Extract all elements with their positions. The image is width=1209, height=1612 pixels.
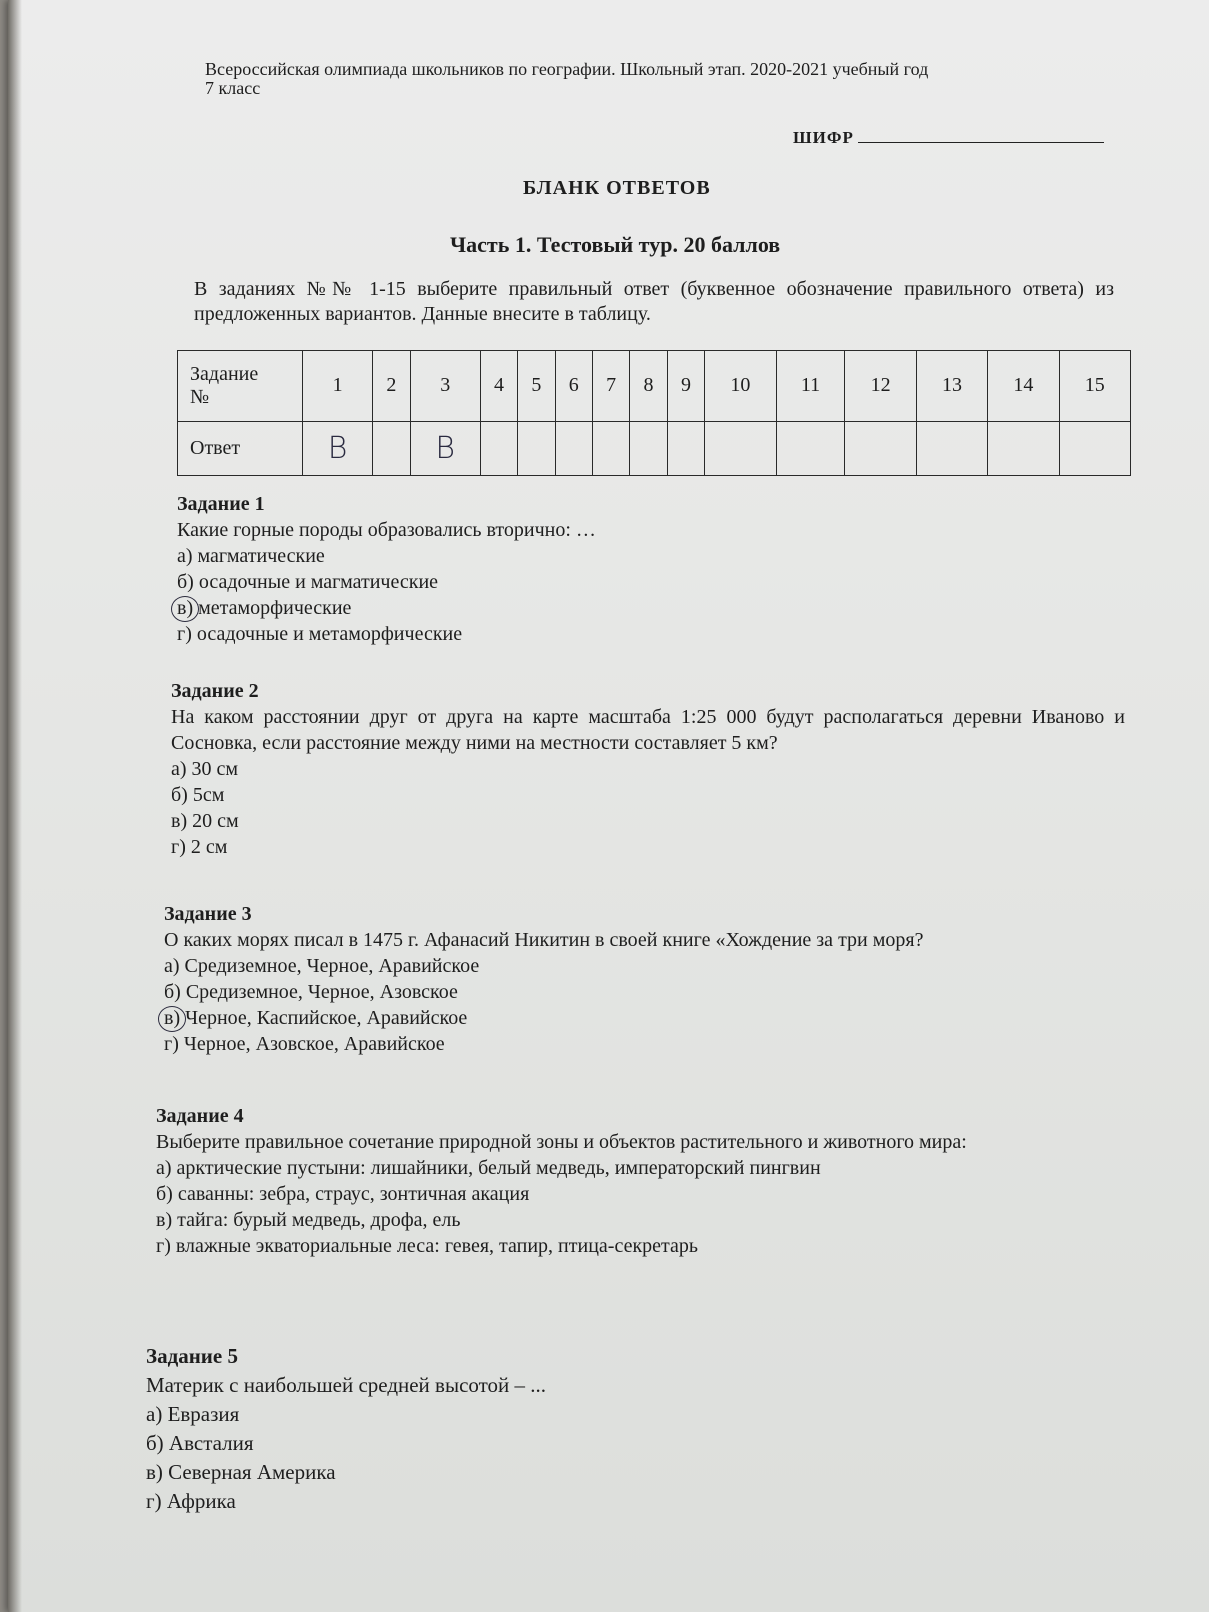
answer-cell[interactable] <box>630 421 667 475</box>
answer-cell[interactable] <box>480 421 517 475</box>
form-title: БЛАНК ОТВЕТОВ <box>523 177 711 199</box>
task-number-cell: 6 <box>555 351 592 422</box>
answer-cell[interactable] <box>705 421 776 475</box>
task-number-cell: 13 <box>916 351 987 422</box>
task-heading: Задание 1 <box>177 493 265 515</box>
answer-cell[interactable] <box>373 421 410 475</box>
answer-option: г) Черное, Азовское, Аравийское <box>164 1033 445 1055</box>
task-1 <box>177 491 596 647</box>
task-5 <box>146 1342 546 1516</box>
answer-cell[interactable] <box>988 421 1059 475</box>
answer-option: а) арктические пустыни: лишайники, белый медведь, императорский пингвин <box>156 1157 821 1179</box>
answer-option: б) 5см <box>171 784 225 806</box>
instructions: В заданиях №№ 1-15 выберите правильный ответ (буквенное обозначение правильного ответа) из предложенных вариантов. Данные внесите в таблицу. <box>194 278 1114 325</box>
answer-table <box>177 350 1131 476</box>
task-heading: Задание 5 <box>146 1344 238 1368</box>
answer-option: а) Евразия <box>146 1402 240 1426</box>
cipher-field <box>793 128 1104 148</box>
task-number-cell: 1 <box>303 351 373 422</box>
answer-option: б) Средиземное, Черное, Азовское <box>164 981 458 1003</box>
answer-header: Ответ <box>178 421 303 475</box>
answer-option: а) магматические <box>177 545 325 567</box>
task-number-cell: 15 <box>1059 351 1130 422</box>
task-heading: Задание 3 <box>164 903 252 925</box>
answer-cell[interactable] <box>592 421 629 475</box>
header-line-2: 7 класс <box>205 78 261 98</box>
task-number-row <box>178 351 1131 422</box>
task-4 <box>156 1103 1146 1259</box>
task-question: О каких морях писал в 1475 г. Афанасий Никитин в своей книге «Хождение за три моря? <box>164 929 924 951</box>
task-question: Выберите правильное сочетание природной зоны и объектов растительного и животного мира: <box>156 1131 967 1153</box>
header-line-1: Всероссийская олимпиада школьников по географии. Школьный этап. 2020-2021 учебный год <box>205 59 929 79</box>
answer-cell[interactable] <box>667 421 704 475</box>
document-header <box>205 60 928 98</box>
answer-cell[interactable] <box>776 421 845 475</box>
answer-row <box>178 421 1131 475</box>
task-3 <box>164 901 923 1057</box>
task-number-cell: 5 <box>518 351 555 422</box>
task-heading: Задание 2 <box>171 680 259 702</box>
answer-sheet-page <box>8 0 1209 1612</box>
answer-cell[interactable] <box>555 421 592 475</box>
task-number-header: Задание № <box>178 351 303 422</box>
answer-option-selected: в) Черное, Каспийское, Аравийское <box>164 1005 923 1031</box>
task-heading: Задание 4 <box>156 1105 244 1127</box>
answer-option: в) тайга: бурый медведь, дрофа, ель <box>156 1209 461 1231</box>
answer-option: б) осадочные и магматические <box>177 571 439 593</box>
cipher-blank-line <box>858 128 1104 143</box>
task-number-cell: 11 <box>776 351 845 422</box>
answer-option: а) 30 см <box>171 758 239 780</box>
task-number-cell: 8 <box>630 351 667 422</box>
answer-option: в) Северная Америка <box>146 1460 336 1484</box>
answer-option: а) Средиземное, Черное, Аравийское <box>164 955 480 977</box>
answer-cell[interactable]: В <box>410 421 480 475</box>
answer-option: г) Африка <box>146 1489 236 1513</box>
answer-option: г) влажные экваториальные леса: гевея, тапир, птица-секретарь <box>156 1235 699 1257</box>
task-number-cell: 9 <box>667 351 704 422</box>
task-number-cell: 14 <box>988 351 1059 422</box>
task-number-cell: 3 <box>410 351 480 422</box>
task-number-cell: 10 <box>705 351 776 422</box>
answer-option: б) саванны: зебра, страус, зонтичная акация <box>156 1183 530 1205</box>
answer-cell[interactable] <box>1059 421 1130 475</box>
answer-option: в) 20 см <box>171 810 239 832</box>
task-2 <box>171 678 1125 860</box>
answer-cell[interactable] <box>518 421 555 475</box>
answer-option: б) Австалия <box>146 1431 254 1455</box>
answer-cell[interactable]: В <box>303 421 373 475</box>
task-number-cell: 7 <box>592 351 629 422</box>
answer-option-selected: в) метаморфические <box>177 595 596 621</box>
task-question: Какие горные породы образовались вторично: … <box>177 519 596 541</box>
answer-option: г) 2 см <box>171 836 228 858</box>
page-edge-shadow <box>8 0 22 1612</box>
task-number-cell: 4 <box>480 351 517 422</box>
answer-cell[interactable] <box>845 421 916 475</box>
cipher-label: ШИФР <box>793 128 854 147</box>
task-number-cell: 2 <box>373 351 410 422</box>
answer-option: г) осадочные и метаморфические <box>177 623 463 645</box>
answer-cell[interactable] <box>916 421 987 475</box>
task-question: На каком расстоянии друг от друга на карте масштаба 1:25 000 будут располагаться деревни Иваново и Сосновка, если расстояние между ними на местности составляет 5 км? <box>171 706 1125 754</box>
task-question: Материк с наибольшей средней высотой – ... <box>146 1373 547 1397</box>
part-title: Часть 1. Тестовый тур. 20 баллов <box>450 232 781 257</box>
task-number-cell: 12 <box>845 351 916 422</box>
